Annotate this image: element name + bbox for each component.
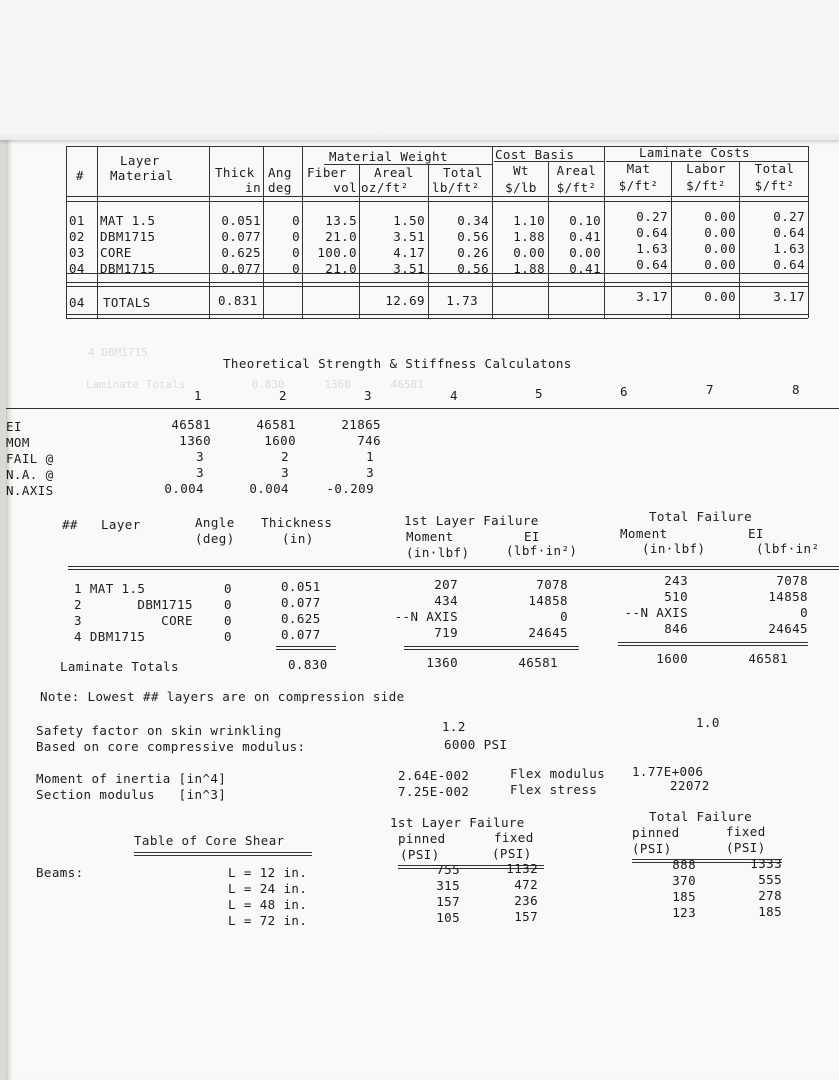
failure-row-moment: 719 — [434, 625, 458, 640]
header-num: # — [76, 168, 84, 183]
total-row-moment: 510 — [664, 589, 688, 604]
column-header: 7 — [706, 382, 714, 397]
first-layer-fixed: 1132 — [506, 861, 538, 876]
header-labor: Labor — [686, 161, 726, 176]
strength-label: N.AXIS — [6, 483, 54, 498]
laminate-totals-thickness: 0.830 — [288, 657, 328, 672]
total-row-ei: 7078 — [776, 573, 808, 588]
strength-value: 3 — [196, 449, 204, 464]
core-modulus-value: 6000 PSI — [444, 737, 508, 752]
totals-label: TOTALS — [103, 295, 151, 310]
row-thick: 0.077 — [221, 229, 261, 244]
failure-row-ei: 7078 — [536, 577, 568, 592]
row-thick: 0.625 — [221, 245, 261, 260]
totals-mat: 3.17 — [636, 289, 668, 304]
row-labor: 0.00 — [704, 225, 736, 240]
total-failure-totals-ei: 46581 — [748, 651, 788, 666]
row-num: 04 — [69, 261, 85, 276]
first-layer-pinned-unit: (PSI) — [400, 847, 440, 862]
first-layer-pinned: 105 — [436, 910, 460, 925]
first-layer-fixed-unit: (PSI) — [492, 846, 532, 861]
failure-header-thickness: Thickness — [261, 515, 333, 530]
header-cost-areal: Areal — [556, 163, 597, 178]
column-header: 3 — [364, 388, 372, 403]
row-ang: 0 — [292, 229, 300, 244]
failure-header-angle: Angle — [195, 515, 235, 530]
total-failure-pinned: 123 — [672, 905, 696, 920]
failure-row-moment: --N AXIS — [394, 609, 458, 624]
total-row-moment: 243 — [664, 573, 688, 588]
strength-value: 0.004 — [249, 481, 289, 496]
moment-of-inertia-label: Moment of inertia [in^4] — [36, 771, 227, 786]
row-total: 0.56 — [457, 229, 489, 244]
flex-stress-label: Flex stress — [510, 782, 598, 797]
failure-header-layer: Layer — [101, 517, 141, 532]
failure-row-ei: 14858 — [528, 593, 568, 608]
total-failure-pinned-header: pinned — [632, 825, 680, 840]
row-mat: 0.64 — [636, 225, 668, 240]
header-wt: Wt — [513, 163, 529, 178]
flex-modulus-value: 1.77E+006 — [632, 764, 704, 779]
header-mat-unit: $/ft² — [618, 178, 659, 193]
strength-label: N.A. @ — [6, 467, 54, 482]
header-fiber-unit: vol — [333, 180, 357, 195]
row-wt: 1.88 — [513, 229, 545, 244]
strength-value: 21865 — [341, 417, 381, 432]
strength-label: EI — [6, 419, 22, 434]
header-thick: Thick — [215, 165, 255, 180]
total-row-ei: 24645 — [768, 621, 808, 636]
strength-value: -0.209 — [326, 481, 374, 496]
column-header: 8 — [792, 382, 800, 397]
beam-length: L = 24 in. — [228, 881, 308, 896]
failure-row-thickness: 0.625 — [281, 611, 321, 626]
laminate-totals-label: Laminate Totals — [60, 659, 179, 674]
total-failure-header: Total Failure — [649, 509, 753, 524]
strength-label: MOM — [6, 435, 30, 450]
strength-title: Theoretical Strength & Stiffness Calculatons — [223, 356, 572, 371]
total-failure-pinned: 888 — [672, 857, 696, 872]
core-shear-title: Table of Core Shear — [134, 833, 285, 848]
row-labor: 0.00 — [704, 209, 736, 224]
total-row-ei: 0 — [800, 605, 808, 620]
row-labor: 0.00 — [704, 241, 736, 256]
failure-row-ei: 24645 — [528, 625, 568, 640]
column-header: 4 — [450, 388, 458, 403]
strength-value: 3 — [196, 465, 204, 480]
core-shear-total-failure-header: Total Failure — [649, 809, 753, 824]
row-areal: 3.51 — [393, 261, 425, 276]
header-wt-unit: $/lb — [505, 180, 537, 195]
flex-stress-value: 22072 — [670, 778, 710, 793]
first-layer-fixed: 236 — [514, 893, 538, 908]
safety-factor-label: Safety factor on skin wrinkling — [36, 723, 282, 738]
total-failure-header-ei-unit: (lbf·in² — [756, 541, 820, 556]
failure-header-moment-unit: (in·lbf) — [406, 545, 470, 560]
column-header: 1 — [194, 388, 202, 403]
top-blank-sheet — [0, 0, 839, 140]
printout-page: Layer # Material Thick in Ang deg Material Weight Fiber vol Areal oz/ft² Total lb/ft² Cost Basis Wt $/lb Areal $/ft² Laminate Costs Mat $/ft² Labor $/ft² Total $/ft² 01 MAT 1.5 0.051 0 13.5 1.50 0.34 1.10 0.10 0.27 0.00 0.27 02 DBM1715 0.077 0 21.0 3.51 0.56 1.88 0.41 0.64 0.00 0.64 03 CORE 0.625 0 100.0 4.17 0.26 0.00 0.00 1.63 0.00 1.63 04 DBM1715 0.077 0 21.0 3.51 0.56 1.88 0.41 0.64 0.00 0.64 04 TOTALS 0.831 12.69 1.73 3.17 0.00 3.17 4 DBM1715 Laminate Totals 0.830 1360 46581 Theoretical Strength & Stiffness Calculatons 1 2 3 4 5 6 7 8 EI 46581 46581 21865 MOM 1360 1600 746 FAIL @ 3 2 1 N.A. @ 3 3 3 N.AXIS 0.004 0.004 -0.209 ## Layer Angle (deg) Thickness (in) 1st Layer Failure Moment EI (in·lbf) (lbf·in²) Total Failure Moment EI (in·lbf) (lbf·in² 1 MAT 1.5 0 0.051 207 7078 243 7078 2 DBM1715 0 0.077 434 14858 510 14858 3 CORE 0 0.625 --N AXIS 0 --N AXIS 0 4 DBM1715 0 0.077 719 24645 846 24645 Laminate Totals 0.830 1360 46581 1600 46581 Note: Lowest ## layers are on compression side Safety factor on skin wrinkling 1.2 1.0 Based on core compressive modulus: 6000 PSI Moment of inertia [in^4] 2.64E-002 Flex modulus 1.77E+006 Section modulus [in^3] 7.25E-002 Flex stress 22072 1st Layer Failure Total Failure Table of Core Shear pinned fixed (PSI) (PSI) pinned fixed (PSI) (PSI) Beams: L = 12 in. 755 1132 888 1333 L = 24 in. 315 472 370 555 L = 48 in. 157 236 185 278 L = 72 in. 105 157 123 185 — [6, 128, 839, 1080]
header-material-weight: Material Weight — [329, 149, 448, 164]
failure-row-thickness: 0.051 — [281, 579, 321, 594]
total-failure-header-moment-unit: (in·lbf) — [642, 541, 706, 556]
total-failure-totals-moment: 1600 — [656, 651, 688, 666]
row-fiber: 21.0 — [325, 229, 357, 244]
row-labor: 0.00 — [704, 257, 736, 272]
totals-labor: 0.00 — [704, 289, 736, 304]
total-failure-pinned: 185 — [672, 889, 696, 904]
row-fiber: 100.0 — [317, 245, 357, 260]
failure-row-thickness: 0.077 — [281, 627, 321, 642]
total-failure-fixed-unit: (PSI) — [726, 840, 766, 855]
row-laminate-total: 0.27 — [773, 209, 805, 224]
row-mat: 0.64 — [636, 257, 668, 272]
row-cost-areal: 0.00 — [569, 245, 601, 260]
failure-header-num: ## — [62, 517, 78, 532]
row-fiber: 13.5 — [325, 213, 357, 228]
row-total: 0.34 — [457, 213, 489, 228]
strength-value: 0.004 — [164, 481, 204, 496]
header-laminate-total: Total — [754, 161, 795, 176]
total-failure-header-ei: EI — [748, 526, 764, 541]
total-failure-header-moment: Moment — [620, 526, 668, 541]
header-laminate-total-unit: $/ft² — [754, 178, 795, 193]
column-header: 2 — [279, 388, 287, 403]
safety-factor-total-value: 1.0 — [696, 715, 720, 730]
row-num: 02 — [69, 229, 85, 244]
row-wt: 0.00 — [513, 245, 545, 260]
row-laminate-total: 0.64 — [773, 225, 805, 240]
first-layer-pinned: 755 — [436, 862, 460, 877]
total-failure-fixed: 555 — [758, 872, 782, 887]
header-layer: Layer — [120, 153, 160, 168]
row-mat: 0.27 — [636, 209, 668, 224]
beam-length: L = 12 in. — [228, 865, 308, 880]
row-thick: 0.077 — [221, 261, 261, 276]
failure-row-layer: 2 DBM1715 — [74, 597, 193, 612]
strength-value: 46581 — [171, 417, 211, 432]
row-laminate-total: 1.63 — [773, 241, 805, 256]
total-failure-pinned: 370 — [672, 873, 696, 888]
row-ang: 0 — [292, 261, 300, 276]
laminate-totals-ei: 46581 — [518, 655, 558, 670]
row-num: 01 — [69, 213, 85, 228]
failure-row-angle: 0 — [224, 581, 232, 596]
header-cost-basis: Cost Basis — [495, 147, 575, 162]
failure-row-moment: 434 — [434, 593, 458, 608]
header-total: Total — [443, 165, 483, 180]
row-cost-areal: 0.10 — [569, 213, 601, 228]
failure-row-layer: 3 CORE — [74, 613, 193, 628]
header-laminate-costs: Laminate Costs — [639, 145, 750, 160]
failure-row-angle: 0 — [224, 597, 232, 612]
first-layer-pinned-header: pinned — [398, 831, 446, 846]
total-failure-fixed: 185 — [758, 904, 782, 919]
total-failure-fixed: 1333 — [750, 856, 782, 871]
row-total: 0.26 — [457, 245, 489, 260]
totals-total: 1.73 — [446, 293, 478, 308]
flex-modulus-label: Flex modulus — [510, 766, 606, 781]
total-failure-fixed: 278 — [758, 888, 782, 903]
row-ang: 0 — [292, 213, 300, 228]
core-shear-first-layer-header: 1st Layer Failure — [390, 815, 525, 830]
beam-length: L = 72 in. — [228, 913, 308, 928]
first-layer-failure-header: 1st Layer Failure — [404, 513, 539, 528]
row-wt: 1.88 — [513, 261, 545, 276]
laminate-totals-moment: 1360 — [426, 655, 458, 670]
failure-header-ei-unit: (lbf·in²) — [506, 543, 578, 558]
strength-value: 746 — [357, 433, 381, 448]
failure-row-layer: 1 MAT 1.5 — [74, 581, 146, 596]
row-wt: 1.10 — [513, 213, 545, 228]
first-layer-pinned: 157 — [436, 894, 460, 909]
failure-header-ei: EI — [524, 529, 540, 544]
header-labor-unit: $/ft² — [686, 178, 726, 193]
first-layer-fixed-header: fixed — [494, 830, 534, 845]
total-row-moment: --N AXIS — [624, 605, 688, 620]
failure-row-layer: 4 DBM1715 — [74, 629, 146, 644]
header-thick-unit: in — [245, 180, 261, 195]
strength-value: 3 — [366, 465, 374, 480]
strength-value: 1600 — [264, 433, 296, 448]
row-material: MAT 1.5 — [100, 213, 156, 228]
totals-laminate-total: 3.17 — [773, 289, 805, 304]
row-material: DBM1715 — [100, 261, 156, 276]
header-mat: Mat — [626, 161, 651, 176]
row-total: 0.56 — [457, 261, 489, 276]
totals-areal: 12.69 — [385, 293, 425, 308]
strength-value: 1360 — [179, 433, 211, 448]
failure-header-angle-unit: (deg) — [195, 531, 235, 546]
total-failure-pinned-unit: (PSI) — [632, 841, 672, 856]
header-fiber: Fiber — [307, 165, 347, 180]
strength-label: FAIL @ — [6, 451, 54, 466]
failure-header-thickness-unit: (in) — [282, 531, 314, 546]
column-header: 5 — [535, 386, 543, 401]
first-layer-fixed: 157 — [514, 909, 538, 924]
row-areal: 1.50 — [393, 213, 425, 228]
strength-value: 46581 — [256, 417, 296, 432]
section-modulus-value: 7.25E-002 — [398, 784, 470, 799]
failure-row-thickness: 0.077 — [281, 595, 321, 610]
column-header: 6 — [620, 384, 628, 399]
beam-length: L = 48 in. — [228, 897, 308, 912]
row-ang: 0 — [292, 245, 300, 260]
header-cost-areal-unit: $/ft² — [556, 180, 597, 195]
core-modulus-label: Based on core compressive modulus: — [36, 739, 306, 754]
header-ang-unit: deg — [268, 180, 292, 195]
beams-label: Beams: — [36, 865, 84, 880]
totals-thick: 0.831 — [218, 293, 258, 308]
first-layer-fixed: 472 — [514, 877, 538, 892]
header-areal: Areal — [374, 165, 414, 180]
failure-row-angle: 0 — [224, 629, 232, 644]
header-ang: Ang — [268, 165, 292, 180]
header-material: Material — [110, 168, 174, 183]
strength-value: 2 — [281, 449, 289, 464]
header-areal-unit: oz/ft² — [361, 180, 409, 195]
failure-row-angle: 0 — [224, 613, 232, 628]
row-num: 03 — [69, 245, 85, 260]
strength-value: 3 — [281, 465, 289, 480]
failure-row-moment: 207 — [434, 577, 458, 592]
total-failure-fixed-header: fixed — [726, 824, 766, 839]
row-areal: 4.17 — [393, 245, 425, 260]
first-layer-pinned: 315 — [436, 878, 460, 893]
row-material: CORE — [100, 245, 132, 260]
strength-value: 1 — [366, 449, 374, 464]
header-total-unit: lb/ft² — [432, 180, 480, 195]
compression-note: Note: Lowest ## layers are on compression side — [40, 689, 405, 704]
row-laminate-total: 0.64 — [773, 257, 805, 272]
total-row-ei: 14858 — [768, 589, 808, 604]
failure-header-moment: Moment — [406, 529, 454, 544]
safety-factor-value: 1.2 — [442, 719, 466, 734]
row-mat: 1.63 — [636, 241, 668, 256]
row-material: DBM1715 — [100, 229, 156, 244]
row-cost-areal: 0.41 — [569, 229, 601, 244]
totals-num: 04 — [69, 295, 85, 310]
row-thick: 0.051 — [221, 213, 261, 228]
row-cost-areal: 0.41 — [569, 261, 601, 276]
failure-row-ei: 0 — [560, 609, 568, 624]
section-modulus-label: Section modulus [in^3] — [36, 787, 227, 802]
moment-of-inertia-value: 2.64E-002 — [398, 768, 470, 783]
row-areal: 3.51 — [393, 229, 425, 244]
row-fiber: 21.0 — [325, 261, 357, 276]
total-row-moment: 846 — [664, 621, 688, 636]
